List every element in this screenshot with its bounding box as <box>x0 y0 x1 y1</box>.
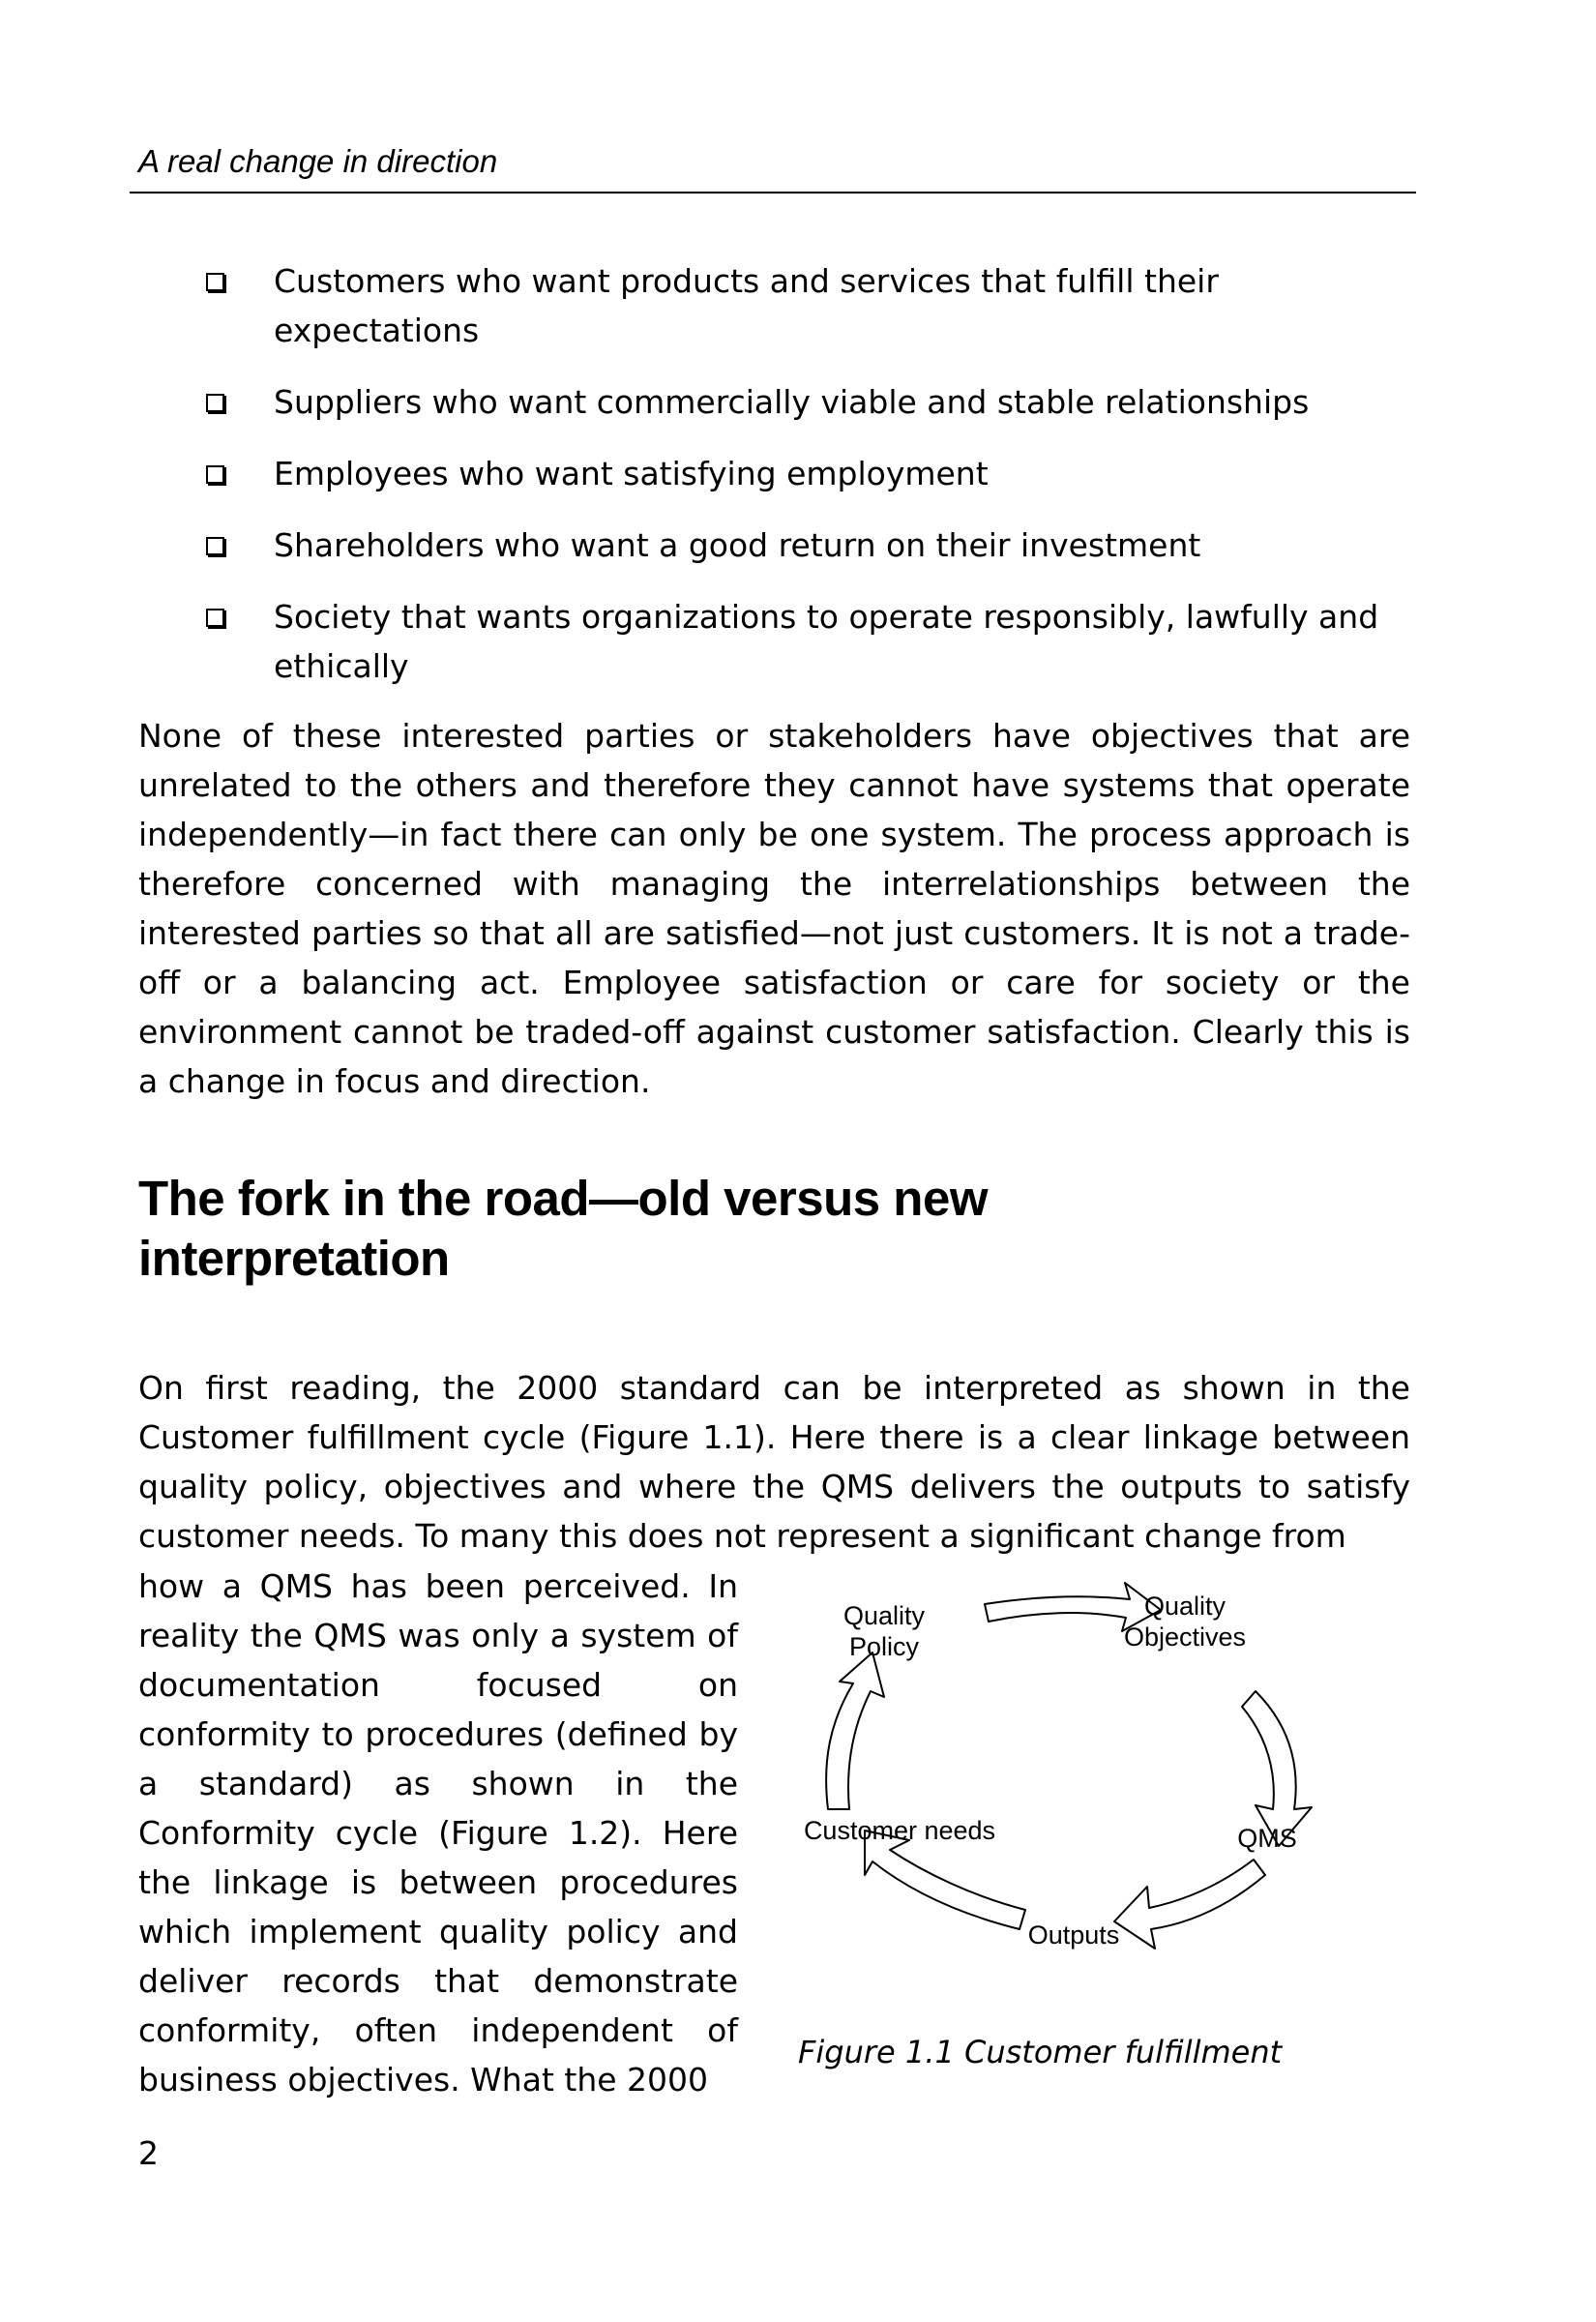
checkbox-bullet-icon <box>206 273 224 291</box>
running-header: A real change in direction <box>138 143 498 179</box>
list-item-text: Shareholders who want a good return on their investment <box>274 526 1201 564</box>
quality-objectives-label: Quality Objectives <box>1123 1592 1247 1652</box>
arrow-customer-to-policy-icon <box>826 1652 884 1809</box>
header-rule <box>130 192 1416 194</box>
page-number: 2 <box>138 2134 159 2172</box>
customer-needs-label: Customer needs <box>803 1816 996 1845</box>
customer-fulfillment-figure <box>764 1567 1325 1983</box>
qms-label: QMS <box>1237 1824 1297 1853</box>
checkbox-bullet-icon <box>206 609 224 627</box>
list-item-text: Suppliers who want commercially viable and stable relationships <box>274 383 1310 421</box>
list-item-text: Employees who want satisfying employment <box>274 455 989 492</box>
section-heading: The fork in the road—old versus new interpretation <box>138 1171 988 1286</box>
outputs-label: Outputs <box>1027 1920 1120 1950</box>
arrow-qms-to-outputs-icon <box>1114 1860 1265 1949</box>
checkbox-bullet-icon <box>206 537 224 555</box>
list-item <box>203 377 1412 427</box>
list-item-text: Customers who want products and services that fulfill their expectations <box>274 262 1219 349</box>
figure-caption: Figure 1.1 Customer fulfillment <box>798 2034 1283 2070</box>
stakeholder-list <box>203 256 1412 713</box>
list-item <box>203 449 1412 498</box>
list-item <box>203 256 1412 355</box>
body-paragraph-2: On first reading, the 2000 standard can be interpreted as shown in the Customer fulfillment cycle (Figure 1.1). Here there is a clear linkage between quality policy, objectives and where the QMS delivers the outputs to satisfy customer needs. To many this does not represent a significant change from <box>138 1369 1410 1555</box>
quality-policy-label: Quality Policy <box>842 1601 926 1661</box>
list-item-text: Society that wants organizations to operate responsibly, lawfully and ethically <box>274 598 1379 685</box>
checkbox-bullet-icon <box>206 394 224 412</box>
list-item <box>203 521 1412 570</box>
body-paragraph-1: None of these interested parties or stakeholders have objectives that are unrelated to the others and therefore they cannot have systems that operate independently—in fact there can only be one system. The process approach is therefore concerned with managing the interrelationships between the interested parties so that all are satisfied—not just customers. It is not a trade-off or a balancing act. Employee satisfaction or care for society or the environment cannot be traded-off against customer satisfaction. Clearly this is a change in focus and direction. <box>138 717 1410 1100</box>
body-paragraph-2-continued: how a QMS has been perceived. In reality the QMS was only a system of documentation focused on conformity to procedures (defined by a standard) as shown in the Conformity cycle (Figure 1.2). Here the linkage is between procedures which implement quality policy and deliver records that demonstrate conformity, often independent of business objectives. What the 2000 <box>138 1567 738 2099</box>
list-item <box>203 592 1412 691</box>
checkbox-bullet-icon <box>206 465 224 484</box>
